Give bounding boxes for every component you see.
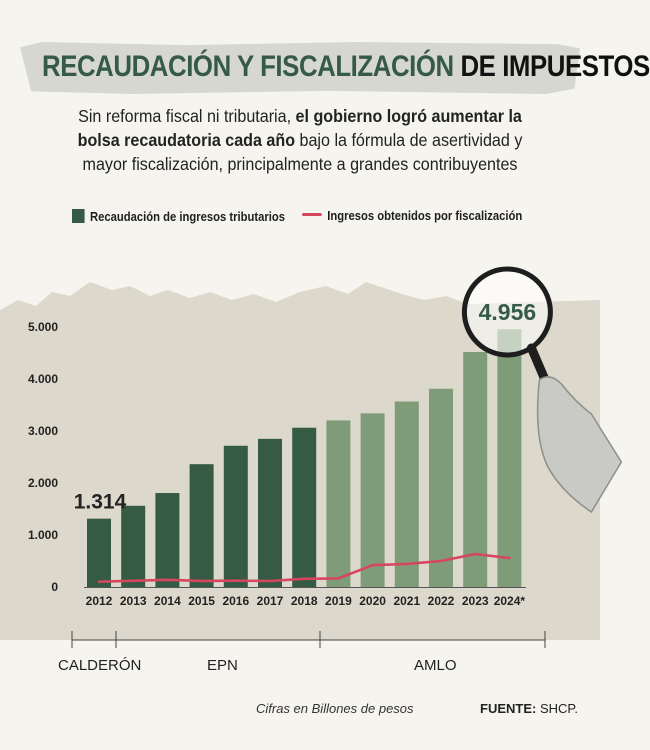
bar-2017 <box>258 439 282 587</box>
source-note <box>480 701 578 716</box>
bar-2024* <box>497 329 521 587</box>
line-point-2015 <box>201 580 203 582</box>
units-note: Cifras en Billones de pesos <box>256 701 414 716</box>
line-point-2024* <box>509 557 511 559</box>
line-point-2017 <box>269 580 271 582</box>
x-tick-label-2021: 2021 <box>393 594 421 608</box>
source-value: SHCP. <box>536 701 579 716</box>
bar-2016 <box>224 446 248 587</box>
line-point-2020 <box>372 564 374 566</box>
line-point-2018 <box>303 578 305 580</box>
bar-2014 <box>155 493 179 587</box>
line-point-2021 <box>406 563 408 565</box>
bar-2021 <box>395 402 419 587</box>
bar-2013 <box>121 506 145 587</box>
bar-2022 <box>429 389 453 587</box>
x-tick-label-2014: 2014 <box>154 594 181 608</box>
line-point-2022 <box>440 560 442 562</box>
legend-line-label: Ingresos obtenidos por fiscalización <box>327 209 523 223</box>
y-tick-label: 2.000 <box>27 476 58 490</box>
y-tick-label: 0 <box>51 580 58 594</box>
bar-2019 <box>326 420 350 587</box>
y-tick-label: 1.000 <box>27 528 58 542</box>
subtitle-bold: el gobierno logró aumentar la bolsa recaudatoria cada año <box>77 106 522 150</box>
highlight-label-2024: 4.956 <box>478 299 537 325</box>
x-tick-label-2024*: 2024* <box>493 594 526 608</box>
subtitle-part-1: Sin reforma fiscal ni tributaria, <box>78 106 296 126</box>
period-label-amlo: AMLO <box>414 657 457 674</box>
x-tick-label-2017: 2017 <box>256 594 284 608</box>
period-label-calderon: CALDERÓN <box>58 657 142 674</box>
x-tick-label-2013: 2013 <box>119 594 147 608</box>
x-tick-label-2012: 2012 <box>85 594 113 608</box>
line-point-2016 <box>235 580 237 582</box>
source-label: FUENTE: <box>480 701 537 716</box>
title-green-part: RECAUDACIÓN Y FISCALIZACIÓN <box>42 50 454 83</box>
x-tick-label-2020: 2020 <box>359 594 386 608</box>
x-tick-label-2015: 2015 <box>188 594 215 608</box>
bar-2023 <box>463 352 487 587</box>
subtitle-part-2: bajo la fórmula de asertividad y mayor fiscalización, principalmente a grandes contribuyentes <box>82 130 523 174</box>
bar-2012 <box>87 519 111 587</box>
bar-2020 <box>361 413 385 587</box>
x-tick-label-2022: 2022 <box>427 594 455 608</box>
line-point-2019 <box>338 578 340 580</box>
hand-icon <box>538 377 622 512</box>
legend-bars-label: Recaudación de ingresos tributarios <box>90 210 286 224</box>
line-point-2014 <box>167 579 169 581</box>
line-point-2012 <box>98 581 100 583</box>
highlight-label-2012: 1.314 <box>73 490 127 514</box>
y-tick-label: 4.000 <box>27 372 58 386</box>
y-tick-label: 5.000 <box>27 320 58 334</box>
bar-2015 <box>190 464 214 587</box>
line-point-2013 <box>132 580 134 582</box>
period-label-epn: EPN <box>207 657 238 674</box>
x-tick-label-2018: 2018 <box>290 594 318 608</box>
x-tick-label-2023: 2023 <box>461 594 489 608</box>
title-black-part: DE IMPUESTOS <box>460 50 650 83</box>
bar-2018 <box>292 428 316 587</box>
y-tick-label: 3.000 <box>27 424 58 438</box>
line-point-2023 <box>474 553 476 555</box>
x-tick-label-2016: 2016 <box>222 594 250 608</box>
x-tick-label-2019: 2019 <box>325 594 352 608</box>
